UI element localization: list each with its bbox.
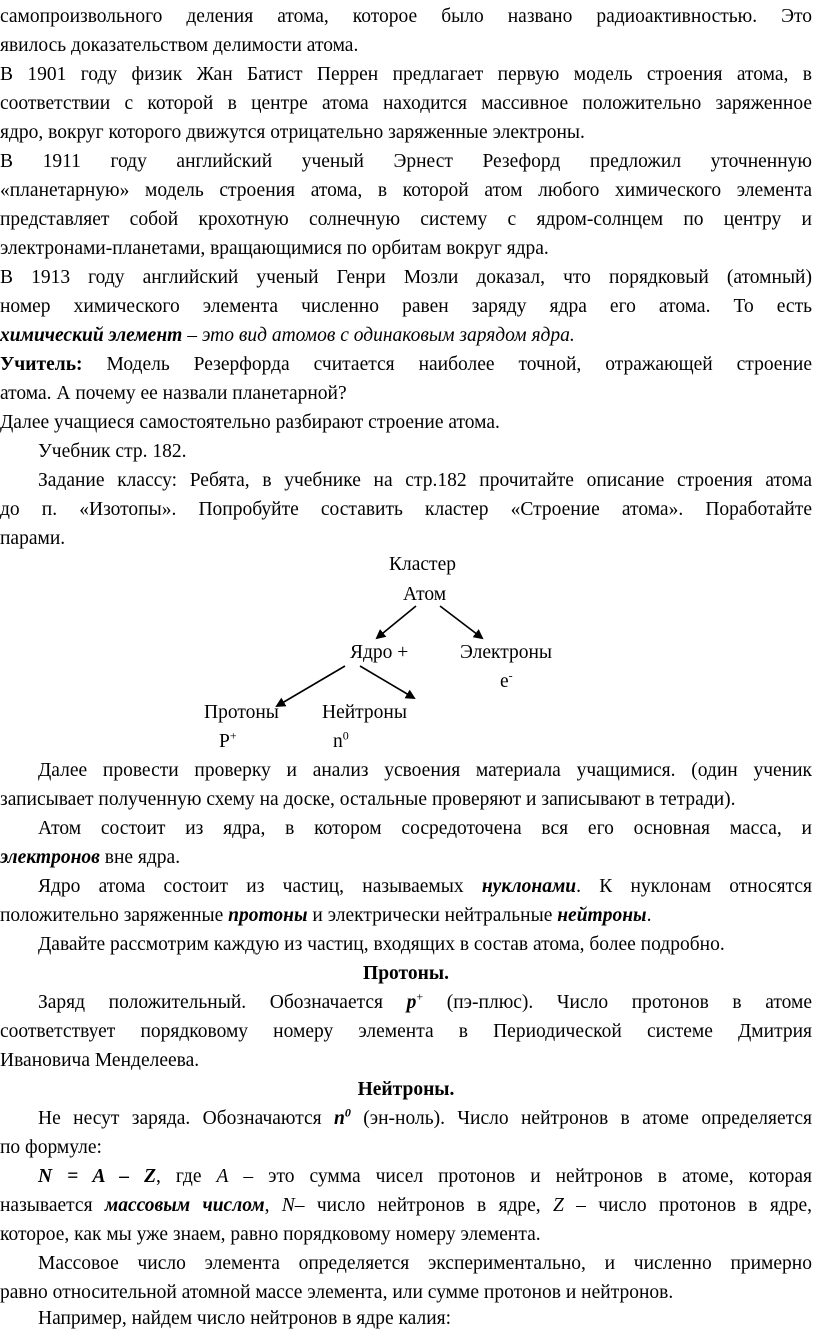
text-line: В 1911 году английский ученый Эрнест Резефорд предложил уточненную — [0, 151, 812, 172]
text-line: соответствует порядковому номеру элемента в Периодической системе Дмитрия — [0, 1021, 812, 1042]
paragraph-particles: Давайте рассмотрим каждую из частиц, входящих в состав атома, более подробно. — [38, 934, 725, 955]
neutron-symbol: n — [334, 1108, 345, 1129]
text-line: Далее провести проверку и анализ усвоения материала учащимися. (один ученик — [38, 760, 812, 781]
text-line: по формуле: — [0, 1137, 102, 1158]
heading-protons: Протоны. — [363, 963, 449, 984]
text-line: равно относительной атомной массе элемента, или сумме протонов и нейтронов. — [0, 1282, 674, 1303]
arrow-atom-to-electrons — [440, 606, 482, 638]
text-line: атома. А почему ее назвали планетарной? — [0, 383, 347, 404]
text-line: В 1913 году английский ученый Генри Мозли доказал, что порядковый (атомный) — [0, 267, 812, 288]
text-line: «планетарную» модель строения атома, в которой атом любого химического элемента — [0, 180, 812, 201]
text-line: записывает полученную схему на доске, остальные проверяют и записывают в тетради). — [0, 789, 736, 810]
text-line: электронами-планетами, вращающимися по орбитам вокруг ядра. — [0, 238, 549, 259]
text-line: до п. «Изотопы». Попробуйте составить кластер «Строение атома». Поработайте — [0, 499, 812, 520]
text-line: Атом состоит из ядра, в котором сосредоточена вся его основная масса, и — [38, 818, 812, 839]
term-nucleons: нуклонами — [481, 876, 577, 897]
paragraph-protons — [0, 988, 812, 1075]
paragraph-check — [0, 756, 812, 814]
text-line: представляет собой крохотную солнечную систему с ядром-солнцем по центру и — [0, 209, 812, 230]
paragraph-neutrons — [0, 1104, 812, 1162]
text-line: электронов вне ядра. — [0, 847, 181, 868]
text-line: называется массовым числом, N– число нейтронов в ядре, Z – число протонов в ядре, — [0, 1195, 812, 1216]
arrow-nucleus-to-neutrons — [360, 666, 414, 698]
text-line: ядро, вокруг которого движутся отрицательно заряженные электроны. — [0, 122, 585, 143]
text-line: Учитель: Модель Резерфорда считается наиболее точной, отражающей строение — [0, 354, 812, 375]
paragraph-example: Например, найдем число нейтронов в ядре калия: — [38, 1308, 452, 1329]
teacher-label: Учитель: — [0, 354, 83, 375]
paragraph-textbook: Учебник стр. 182. — [38, 441, 187, 462]
text-line: явилось доказательством делимости атома. — [0, 35, 359, 56]
cluster-proton-symbol: P+ — [219, 728, 237, 752]
term-protons: протоны — [228, 905, 308, 926]
text-line: соответствии с которой в центре атома находится массивное положительно заряженное — [0, 93, 812, 114]
formula: N = A – Z — [38, 1166, 157, 1187]
arrow-nucleus-to-protons — [277, 666, 345, 706]
paragraph-self-study: Далее учащиеся самостоятельно разбирают строение атома. — [0, 412, 500, 433]
term-mass-number: массовым числом — [104, 1195, 265, 1216]
cluster-title: Кластер — [389, 554, 456, 575]
text-line: Массовое число элемента определяется экспериментально, и численно примерно — [38, 1253, 812, 1274]
paragraph-atom-structure — [0, 814, 812, 872]
proton-symbol: p — [406, 992, 417, 1013]
paragraph-formula — [0, 1162, 812, 1249]
text-line: парами. — [0, 528, 66, 549]
text-line: В 1901 году физик Жан Батист Перрен предлагает первую модель строения атома, в — [0, 64, 812, 85]
paragraph-nucleons — [0, 872, 812, 930]
text-line: которое, как мы уже знаем, равно порядковому номеру элемента. — [0, 1224, 541, 1245]
text-line: номер химического элемента численно равен заряду ядра его атома. То есть — [0, 296, 812, 317]
text-line: химический элемент – это вид атомов с одинаковым зарядом ядра. — [0, 325, 575, 346]
arrow-atom-to-nucleus — [377, 606, 416, 638]
cluster-node-nucleus: Ядро + — [350, 642, 409, 663]
text-line: Заряд положительный. Обозначается p+ (пэ-плюс). Число протонов в атоме — [38, 989, 812, 1013]
text-line: Ивановича Менделеева. — [0, 1050, 200, 1071]
text-line: Ядро атома состоит из частиц, называемых нуклонами. К нуклонам относятся — [38, 876, 812, 897]
cluster-node-electrons: Электроны — [460, 642, 553, 663]
text-line: Не несут заряда. Обозначаются $n^0$ (эн-ноль). Число нейтронов в атоме определяется — [38, 1105, 812, 1129]
cluster-electron-symbol: e- — [500, 668, 513, 692]
cluster-neutron-symbol: $n^0$ — [333, 728, 349, 752]
cluster-node-protons: Протоны — [204, 702, 279, 723]
cluster-node-neutrons: Нейтроны — [322, 702, 407, 723]
text-line: самопроизвольного деления атома, которое было названо радиоактивностью. Это — [0, 6, 812, 27]
heading-neutrons: Нейтроны. — [357, 1079, 455, 1100]
term-neutrons: нейтроны — [557, 905, 647, 926]
text-line: положительно заряженные протоны и электрически нейтральные нейтроны. — [0, 905, 652, 926]
cluster-root-atom: Атом — [403, 584, 447, 605]
term-electrons: электронов — [0, 847, 100, 868]
text-line: Задание классу: Ребята, в учебнике на стр.182 прочитайте описание строения атома — [38, 470, 812, 491]
text-line: N = A – Z, где A – это сумма чисел протонов и нейтронов в атоме, которая — [38, 1166, 813, 1187]
paragraph-mass-number — [0, 1249, 812, 1307]
term-chemical-element: химический элемент — [0, 325, 183, 346]
